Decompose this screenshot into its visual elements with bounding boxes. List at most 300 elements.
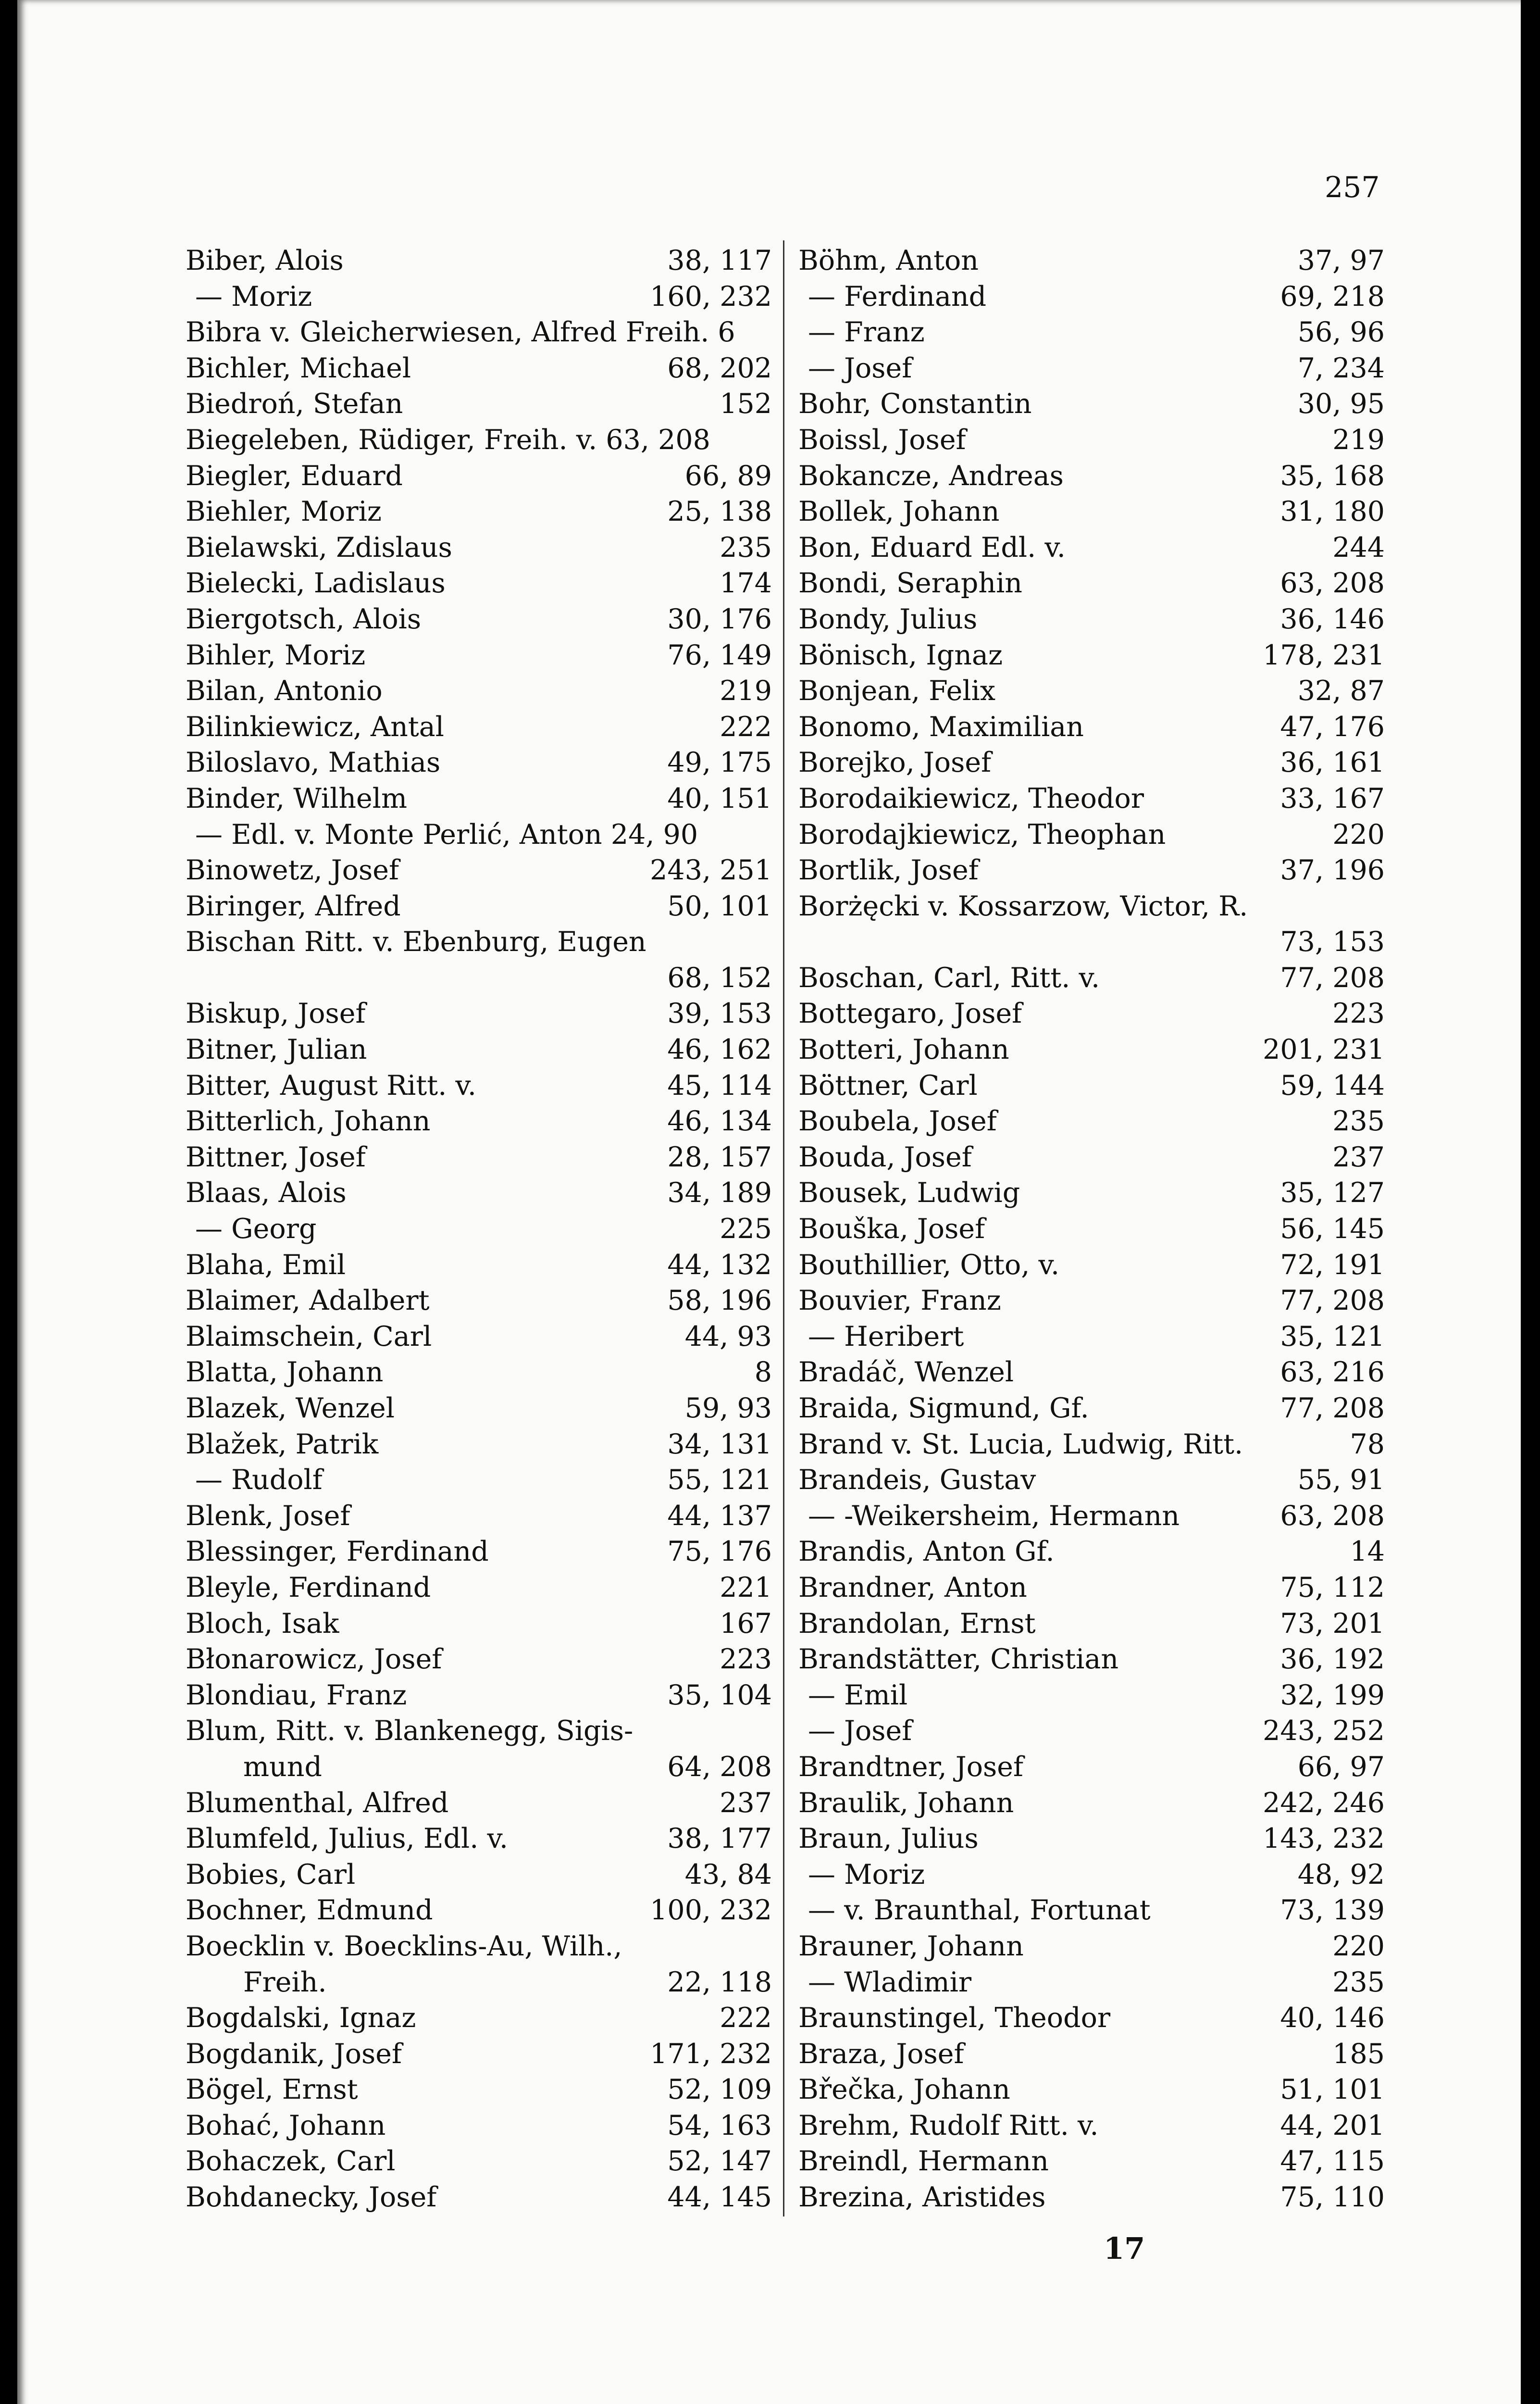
entry-page-refs: 55, 121 — [667, 1464, 772, 1496]
entry-name: Biehler, Moriz — [186, 496, 382, 528]
entry-page-refs: 73, 153 — [1280, 926, 1385, 958]
entry-name: Brandeis, Gustav — [798, 1464, 1036, 1496]
index-entry — [798, 1713, 1385, 1749]
entry-page-refs: 30, 95 — [1297, 388, 1385, 420]
entry-name: — Edl. v. Monte Perlić, Anton 24, 90 — [195, 818, 698, 851]
entry-name: Bouvier, Franz — [798, 1285, 1001, 1317]
index-entry — [186, 1785, 772, 1821]
entry-page-refs: 44, 137 — [667, 1500, 772, 1532]
entry-name: Blažek, Patrik — [186, 1428, 379, 1460]
entry-name: Bloch, Isak — [186, 1607, 339, 1640]
index-entry — [186, 1247, 772, 1283]
entry-name: — v. Braunthal, Fortunat — [808, 1894, 1151, 1927]
index-entry — [798, 1103, 1385, 1139]
entry-page-refs: 69, 218 — [1280, 280, 1385, 313]
index-entry — [186, 351, 772, 387]
entry-name: Bischan Ritt. v. Ebenburg, Eugen — [186, 926, 646, 958]
entry-page-refs: 8 — [754, 1356, 772, 1389]
entry-name: Böhm, Anton — [798, 245, 979, 276]
entry-page-refs: 52, 147 — [667, 2145, 772, 2178]
index-entry — [186, 1641, 772, 1678]
entry-name: Boecklin v. Boecklins-Au, Wilh., — [186, 1930, 622, 1962]
entry-name: Bouška, Josef — [798, 1213, 985, 1245]
index-entry — [798, 530, 1385, 566]
entry-page-refs: 64, 208 — [667, 1751, 772, 1783]
entry-name: — Wladimir — [808, 1966, 972, 1998]
entry-page-refs: 242, 246 — [1263, 1787, 1385, 1819]
entry-page-refs: 221 — [720, 1571, 772, 1603]
entry-name: Biber, Alois — [186, 245, 344, 276]
index-entry — [186, 673, 772, 709]
entry-name: Bobies, Carl — [186, 1858, 356, 1891]
entry-page-refs: 56, 96 — [1297, 316, 1385, 349]
index-entry — [798, 2000, 1385, 2036]
entry-name: Boschan, Carl, Ritt. v. — [798, 962, 1100, 994]
entry-page-refs: 51, 101 — [1280, 2074, 1385, 2106]
index-entry — [798, 314, 1385, 351]
entry-name: Błonarowicz, Josef — [186, 1643, 442, 1676]
entry-page-refs: 152 — [720, 388, 772, 420]
page-number: 257 — [1325, 171, 1380, 204]
entry-page-refs: 222 — [720, 2002, 772, 2034]
entry-name: — Franz — [808, 316, 925, 349]
index-entry — [798, 1749, 1385, 1785]
entry-page-refs: 63, 208 — [1280, 1500, 1385, 1532]
entry-name: Blaimer, Adalbert — [186, 1285, 430, 1317]
index-entry — [186, 601, 772, 638]
entry-name: — -Weikersheim, Hermann — [808, 1500, 1180, 1532]
index-entry — [798, 1390, 1385, 1427]
entry-page-refs: 32, 87 — [1297, 675, 1385, 707]
entry-name: Brandis, Anton Gf. — [798, 1536, 1055, 1568]
index-entry — [798, 1283, 1385, 1319]
entry-name: Borodajkiewicz, Theophan — [798, 818, 1166, 851]
entry-page-refs: 34, 131 — [667, 1428, 772, 1460]
entry-name: Boissl, Josef — [798, 424, 966, 456]
entry-page-refs: 31, 180 — [1280, 496, 1385, 528]
index-entry — [186, 745, 772, 781]
index-entry — [798, 1139, 1385, 1176]
entry-name: — Josef — [808, 352, 912, 384]
entry-name: Bondy, Julius — [798, 603, 978, 635]
entry-page-refs: 45, 114 — [667, 1069, 772, 1102]
index-entry — [798, 1032, 1385, 1068]
entry-page-refs: 223 — [720, 1643, 772, 1676]
entry-page-refs: 235 — [1332, 1966, 1385, 1998]
entry-name: Braunstingel, Theodor — [798, 2002, 1111, 2034]
index-entry — [798, 817, 1385, 853]
entry-name: — Heribert — [808, 1320, 964, 1352]
entry-page-refs: 220 — [1332, 1930, 1385, 1962]
entry-page-refs: 220 — [1332, 818, 1385, 851]
index-entry — [186, 1534, 772, 1570]
index-entry — [186, 1068, 772, 1104]
entry-page-refs: 44, 132 — [667, 1249, 772, 1281]
entry-name: Biergotsch, Alois — [186, 603, 422, 635]
entry-page-refs: 38, 117 — [667, 245, 772, 276]
entry-name: Blazek, Wenzel — [186, 1392, 395, 1424]
entry-page-refs: 75, 176 — [667, 1536, 772, 1568]
entry-name: Bohr, Constantin — [798, 388, 1032, 420]
entry-name: — Emil — [808, 1679, 908, 1711]
entry-name: Bielecki, Ladislaus — [186, 567, 446, 600]
entry-name: Bousek, Ludwig — [798, 1177, 1020, 1209]
entry-page-refs: 46, 162 — [667, 1034, 772, 1066]
entry-name: Biloslavo, Mathias — [186, 747, 441, 779]
index-entry — [798, 2179, 1385, 2216]
entry-page-refs: 40, 151 — [667, 782, 772, 814]
entry-page-refs: 36, 146 — [1280, 603, 1385, 635]
entry-page-refs: 52, 109 — [667, 2074, 772, 2106]
entry-page-refs: 43, 84 — [684, 1858, 772, 1891]
entry-name: Bichler, Michael — [186, 352, 411, 384]
index-entry — [186, 279, 772, 315]
entry-name: Blessinger, Ferdinand — [186, 1536, 489, 1568]
index-entry — [186, 1139, 772, 1176]
entry-name: Blondiau, Franz — [186, 1679, 407, 1711]
entry-name: Borejko, Josef — [798, 747, 992, 779]
index-entry — [798, 243, 1385, 279]
entry-name: Bradáč, Wenzel — [798, 1356, 1014, 1389]
entry-name: Borżęcki v. Kossarzow, Victor, R. — [798, 890, 1248, 922]
entry-page-refs: 222 — [720, 711, 772, 743]
entry-page-refs: 44, 145 — [667, 2181, 772, 2214]
index-entry — [798, 1678, 1385, 1714]
entry-name: Brezina, Aristides — [798, 2181, 1046, 2214]
entry-page-refs: 59, 144 — [1280, 1069, 1385, 1102]
index-entry — [798, 1606, 1385, 1642]
index-entry — [186, 565, 772, 601]
index-entry — [186, 530, 772, 566]
index-entry — [798, 351, 1385, 387]
entry-page-refs: 73, 139 — [1280, 1894, 1385, 1927]
index-entry — [798, 709, 1385, 745]
entry-page-refs: 143, 232 — [1263, 1823, 1385, 1855]
entry-page-refs: 36, 192 — [1280, 1643, 1385, 1676]
entry-name: Bibra v. Gleicherwiesen, Alfred Freih. 6 — [186, 316, 735, 349]
entry-name: Bonomo, Maximilian — [798, 711, 1084, 743]
entry-name: mund — [243, 1751, 322, 1783]
entry-name: Bouda, Josef — [798, 1141, 972, 1173]
entry-page-refs: 47, 176 — [1280, 711, 1385, 743]
entry-page-refs: 68, 152 — [667, 962, 772, 994]
entry-name: Bogdanik, Josef — [186, 2038, 402, 2070]
index-entry — [798, 1821, 1385, 1857]
entry-page-refs: 63, 216 — [1280, 1356, 1385, 1389]
entry-page-refs: 72, 191 — [1280, 1249, 1385, 1281]
entry-name: Bouthillier, Otto, v. — [798, 1249, 1060, 1281]
entry-page-refs: 167 — [720, 1607, 772, 1640]
index-entry — [186, 2179, 772, 2216]
index-entry — [186, 2036, 772, 2072]
column-divider — [783, 240, 784, 2216]
index-entry — [186, 1678, 772, 1714]
index-column-left — [186, 243, 772, 2216]
index-entry — [798, 1534, 1385, 1570]
entry-name: Břečka, Johann — [798, 2074, 1010, 2106]
entry-name: — Rudolf — [195, 1464, 323, 1496]
index-column-right — [798, 243, 1385, 2216]
index-entry — [186, 1283, 772, 1319]
index-entry — [798, 673, 1385, 709]
entry-name: Bilan, Antonio — [186, 675, 383, 707]
entry-name: — Ferdinand — [808, 280, 987, 313]
entry-page-refs: 35, 104 — [667, 1679, 772, 1711]
index-entry — [798, 1498, 1385, 1534]
index-entry — [798, 889, 1385, 925]
entry-page-refs: 73, 201 — [1280, 1607, 1385, 1640]
entry-name: Bilinkiewicz, Antal — [186, 711, 444, 743]
entry-page-refs: 39, 153 — [667, 998, 772, 1030]
entry-name: Bohać, Johann — [186, 2109, 386, 2141]
entry-page-refs: 219 — [1332, 424, 1385, 456]
entry-page-refs: 225 — [720, 1213, 772, 1245]
entry-page-refs: 178, 231 — [1263, 639, 1385, 671]
entry-page-refs: 35, 127 — [1280, 1177, 1385, 1209]
entry-page-refs: 174 — [720, 567, 772, 600]
entry-name: Brauner, Johann — [798, 1930, 1024, 1962]
entry-page-refs: 185 — [1332, 2038, 1385, 2070]
entry-page-refs: 76, 149 — [667, 639, 772, 671]
index-entry — [798, 745, 1385, 781]
index-entry — [186, 2143, 772, 2179]
index-entry — [186, 2072, 772, 2108]
entry-name: — Moriz — [808, 1858, 925, 1891]
entry-page-refs: 66, 89 — [684, 460, 772, 492]
entry-name: Borodaikiewicz, Theodor — [798, 782, 1144, 814]
index-entry — [186, 889, 772, 925]
entry-name: Bitterlich, Johann — [186, 1105, 431, 1138]
entry-page-refs: 243, 252 — [1263, 1715, 1385, 1747]
entry-page-refs: 7, 234 — [1297, 352, 1385, 384]
index-entry — [186, 1498, 772, 1534]
index-entry — [186, 817, 772, 853]
index-entry — [186, 781, 772, 817]
entry-name: Freih. — [243, 1966, 327, 1998]
index-entry — [186, 638, 772, 674]
index-entry — [798, 1354, 1385, 1390]
entry-page-refs: 30, 176 — [667, 603, 772, 635]
entry-name: Breindl, Hermann — [798, 2145, 1049, 2178]
entry-name: Blumfeld, Julius, Edl. v. — [186, 1823, 509, 1855]
entry-name: Bohaczek, Carl — [186, 2145, 396, 2178]
entry-page-refs: 77, 208 — [1280, 1392, 1385, 1424]
entry-name: Blumenthal, Alfred — [186, 1787, 449, 1819]
index-entry — [186, 1965, 772, 2001]
index-entry — [798, 494, 1385, 530]
index-entry — [186, 1821, 772, 1857]
entry-name: Botteri, Johann — [798, 1034, 1009, 1066]
index-entry — [186, 422, 772, 458]
index-entry — [798, 1641, 1385, 1678]
entry-name: Bittner, Josef — [186, 1141, 366, 1173]
entry-name: Brandolan, Ernst — [798, 1607, 1036, 1640]
entry-page-refs: 38, 177 — [667, 1823, 772, 1855]
entry-page-refs: 78 — [1350, 1428, 1385, 1460]
index-entry — [186, 960, 772, 996]
signature-mark: 17 — [1104, 2231, 1145, 2266]
index-entry — [798, 1175, 1385, 1211]
index-entry — [186, 1319, 772, 1355]
index-entry — [798, 2072, 1385, 2108]
entry-page-refs: 235 — [720, 531, 772, 563]
entry-page-refs: 63, 208 — [1280, 567, 1385, 600]
index-entry — [798, 638, 1385, 674]
index-entry — [186, 386, 772, 422]
index-entry — [798, 2143, 1385, 2179]
index-entry — [186, 314, 772, 351]
entry-page-refs: 37, 196 — [1280, 854, 1385, 887]
index-entry — [186, 1103, 772, 1139]
index-entry — [798, 996, 1385, 1032]
index-entry — [186, 1462, 772, 1498]
index-entry — [798, 1462, 1385, 1498]
entry-page-refs: 32, 199 — [1280, 1679, 1385, 1711]
index-entry — [186, 1354, 772, 1390]
index-entry — [798, 422, 1385, 458]
index-entry — [186, 852, 772, 889]
entry-name: Bihler, Moriz — [186, 639, 366, 671]
entry-name: Binder, Wilhelm — [186, 782, 408, 814]
entry-page-refs: 77, 208 — [1280, 1285, 1385, 1317]
entry-page-refs: 66, 97 — [1297, 1751, 1385, 1783]
index-entry — [186, 924, 772, 960]
index-entry — [798, 601, 1385, 638]
entry-page-refs: 46, 134 — [667, 1105, 772, 1138]
entry-page-refs: 54, 163 — [667, 2109, 772, 2141]
entry-page-refs: 68, 202 — [667, 352, 772, 384]
index-entry — [798, 1427, 1385, 1463]
entry-page-refs: 28, 157 — [667, 1141, 772, 1173]
entry-page-refs: 244 — [1332, 531, 1385, 563]
index-entry — [798, 1319, 1385, 1355]
entry-page-refs: 243, 251 — [650, 854, 772, 887]
entry-name: Bitner, Julian — [186, 1034, 367, 1066]
entry-page-refs: 219 — [720, 675, 772, 707]
index-entry — [798, 1570, 1385, 1606]
index-entry — [186, 709, 772, 745]
index-entry — [186, 1713, 772, 1749]
index-entry — [186, 1032, 772, 1068]
entry-name: — Moriz — [195, 280, 312, 313]
entry-name: Blaha, Emil — [186, 1249, 346, 1281]
entry-page-refs: 40, 146 — [1280, 2002, 1385, 2034]
entry-page-refs: 235 — [1332, 1105, 1385, 1138]
entry-page-refs: 237 — [720, 1787, 772, 1819]
entry-name: Bogdalski, Ignaz — [186, 2002, 416, 2034]
index-entry — [798, 1785, 1385, 1821]
index-entry — [186, 1570, 772, 1606]
index-entry — [186, 1390, 772, 1427]
entry-page-refs: 75, 110 — [1280, 2181, 1385, 2214]
entry-name: Blaimschein, Carl — [186, 1320, 432, 1352]
entry-name: Braulik, Johann — [798, 1787, 1014, 1819]
index-entry — [798, 1965, 1385, 2001]
entry-name: Bielawski, Zdislaus — [186, 531, 452, 563]
entry-page-refs: 44, 201 — [1280, 2109, 1385, 2141]
entry-name: Brand v. St. Lucia, Ludwig, Ritt. — [798, 1428, 1243, 1460]
entry-page-refs: 55, 91 — [1297, 1464, 1385, 1496]
entry-page-refs: 44, 93 — [684, 1320, 772, 1352]
index-entry — [186, 1427, 772, 1463]
entry-page-refs: 35, 121 — [1280, 1320, 1385, 1352]
entry-name: Braza, Josef — [798, 2038, 964, 2070]
index-entry — [798, 458, 1385, 494]
index-entry — [186, 243, 772, 279]
index-entry — [798, 1068, 1385, 1104]
entry-name: Braun, Julius — [798, 1823, 979, 1855]
entry-name: Blatta, Johann — [186, 1356, 384, 1389]
entry-page-refs: 201, 231 — [1263, 1034, 1385, 1066]
entry-name: Biringer, Alfred — [186, 890, 401, 922]
entry-name: Böttner, Carl — [798, 1069, 978, 1102]
entry-page-refs: 58, 196 — [667, 1285, 772, 1317]
entry-name: Bohdanecky, Josef — [186, 2181, 437, 2214]
entry-page-refs: 37, 97 — [1297, 245, 1385, 276]
entry-name: Boubela, Josef — [798, 1105, 997, 1138]
index-entry — [186, 1857, 772, 1893]
index-entry — [186, 1892, 772, 1928]
entry-name: — Georg — [195, 1213, 317, 1245]
entry-name: Bögel, Ernst — [186, 2074, 358, 2106]
entry-page-refs: 22, 118 — [667, 1966, 772, 1998]
entry-name: Brandner, Anton — [798, 1571, 1027, 1603]
index-entry — [798, 1211, 1385, 1247]
entry-name: Bokancze, Andreas — [798, 460, 1064, 492]
entry-page-refs: 237 — [1332, 1141, 1385, 1173]
entry-name: Bochner, Edmund — [186, 1894, 433, 1927]
index-entry — [798, 852, 1385, 889]
entry-name: Bottegaro, Josef — [798, 998, 1022, 1030]
index-entry — [186, 494, 772, 530]
entry-name: Bonjean, Felix — [798, 675, 996, 707]
index-entry — [186, 1749, 772, 1785]
index-entry — [798, 781, 1385, 817]
entry-name: Bortlik, Josef — [798, 854, 979, 887]
entry-name: Brandtner, Josef — [798, 1751, 1024, 1783]
entry-page-refs: 35, 168 — [1280, 460, 1385, 492]
index-entry — [798, 2036, 1385, 2072]
entry-page-refs: 77, 208 — [1280, 962, 1385, 994]
entry-page-refs: 223 — [1332, 998, 1385, 1030]
index-entry — [798, 386, 1385, 422]
index-entry — [186, 1175, 772, 1211]
entry-name: Biegler, Eduard — [186, 460, 403, 492]
entry-page-refs: 33, 167 — [1280, 782, 1385, 814]
entry-name: Bleyle, Ferdinand — [186, 1571, 431, 1603]
entry-page-refs: 50, 101 — [667, 890, 772, 922]
entry-name: Brehm, Rudolf Ritt. v. — [798, 2109, 1099, 2141]
entry-name: Bollek, Johann — [798, 496, 1000, 528]
entry-page-refs: 171, 232 — [650, 2038, 772, 2070]
entry-page-refs: 34, 189 — [667, 1177, 772, 1209]
index-entry — [186, 996, 772, 1032]
entry-name: Biegeleben, Rüdiger, Freih. v. 63, 208 — [186, 424, 710, 456]
index-entry — [798, 924, 1385, 960]
index-entry — [186, 1606, 772, 1642]
entry-name: Biedroń, Stefan — [186, 388, 403, 420]
index-entry — [798, 565, 1385, 601]
entry-page-refs: 56, 145 — [1280, 1213, 1385, 1245]
index-entry — [186, 1928, 772, 1965]
entry-page-refs: 14 — [1350, 1536, 1385, 1568]
entry-name: Blum, Ritt. v. Blankenegg, Sigis- — [186, 1715, 633, 1747]
entry-page-refs: 49, 175 — [667, 747, 772, 779]
entry-name: Braida, Sigmund, Gf. — [798, 1392, 1089, 1424]
entry-page-refs: 36, 161 — [1280, 747, 1385, 779]
index-entry — [186, 1211, 772, 1247]
index-entry — [186, 2108, 772, 2144]
